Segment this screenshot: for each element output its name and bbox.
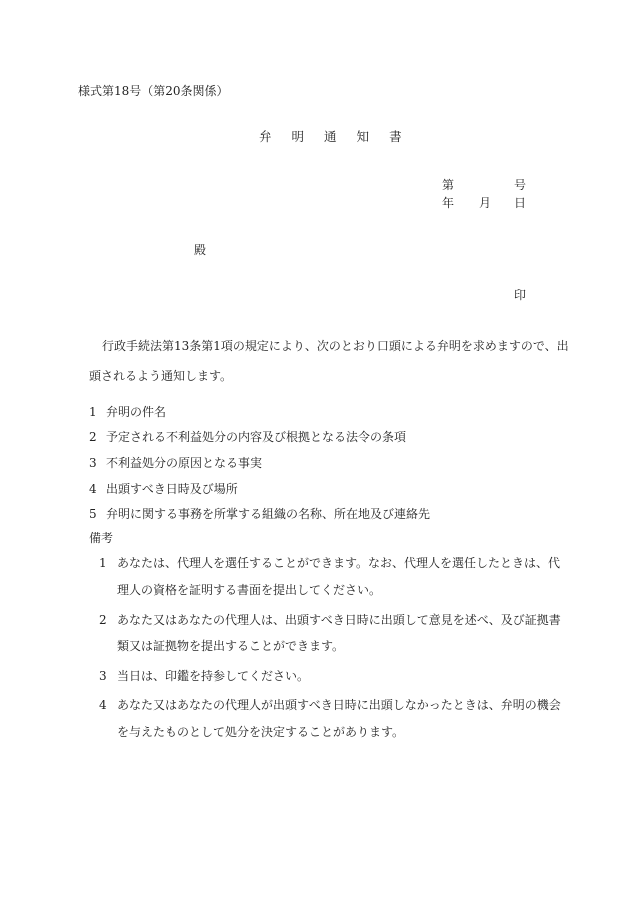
remark-text: 類又は証拠物を提出することができます。	[117, 639, 345, 653]
remark-number: 1	[99, 556, 107, 570]
remarks-heading: 備考	[89, 531, 114, 545]
remark-text: 当日は、印鑑を持参してください。	[117, 669, 310, 683]
title-char: 知	[356, 129, 370, 144]
item-text: 不利益処分の原因となる事実	[106, 456, 263, 470]
remark-number: 3	[99, 669, 107, 683]
title-char: 明	[291, 129, 305, 144]
document-title	[259, 129, 402, 145]
form-number-label: 様式第18号（第20条関係）	[78, 84, 229, 98]
date-year: 年	[442, 196, 455, 210]
item-number: 2	[89, 430, 97, 444]
number-suffix: 号	[514, 178, 527, 192]
remark-text: あなたは、代理人を選任することができます。なお、代理人を選任したときは、代	[117, 556, 561, 570]
body-line-1: 行政手続法第13条第1項の規定により、次のとおり口頭による弁明を求めますので、出	[102, 339, 569, 353]
item-text: 予定される不利益処分の内容及び根拠となる法令の条項	[106, 430, 407, 444]
body-line-2: 頭されるよう通知します。	[89, 369, 233, 383]
remark-text: あなた又はあなたの代理人は、出頭すべき日時に出頭して意見を述べ、及び証拠書	[117, 613, 561, 627]
item-number: 3	[89, 456, 97, 470]
item-number: 5	[89, 507, 97, 521]
item-number: 4	[89, 482, 97, 496]
title-char: 弁	[259, 129, 272, 144]
item-number: 1	[89, 405, 97, 419]
title-char: 書	[389, 129, 402, 144]
date-day: 日	[514, 196, 527, 210]
addressee-suffix: 殿	[194, 243, 207, 257]
number-prefix: 第	[442, 178, 455, 192]
remark-text: を与えたものとして処分を決定することがあります。	[117, 725, 405, 739]
date-month: 月	[479, 196, 492, 210]
item-text: 弁明の件名	[106, 405, 167, 419]
remark-number: 2	[99, 613, 107, 627]
remark-text: 理人の資格を証明する書面を提出してください。	[117, 583, 382, 597]
item-text: 弁明に関する事務を所掌する組織の名称、所在地及び連絡先	[106, 507, 431, 521]
remark-number: 4	[99, 698, 107, 712]
seal-mark: 印	[514, 288, 527, 302]
title-char: 通	[324, 129, 337, 144]
item-text: 出頭すべき日時及び場所	[106, 482, 238, 496]
remark-text: あなた又はあなたの代理人が出頭すべき日時に出頭しなかったときは、弁明の機会	[117, 698, 561, 712]
